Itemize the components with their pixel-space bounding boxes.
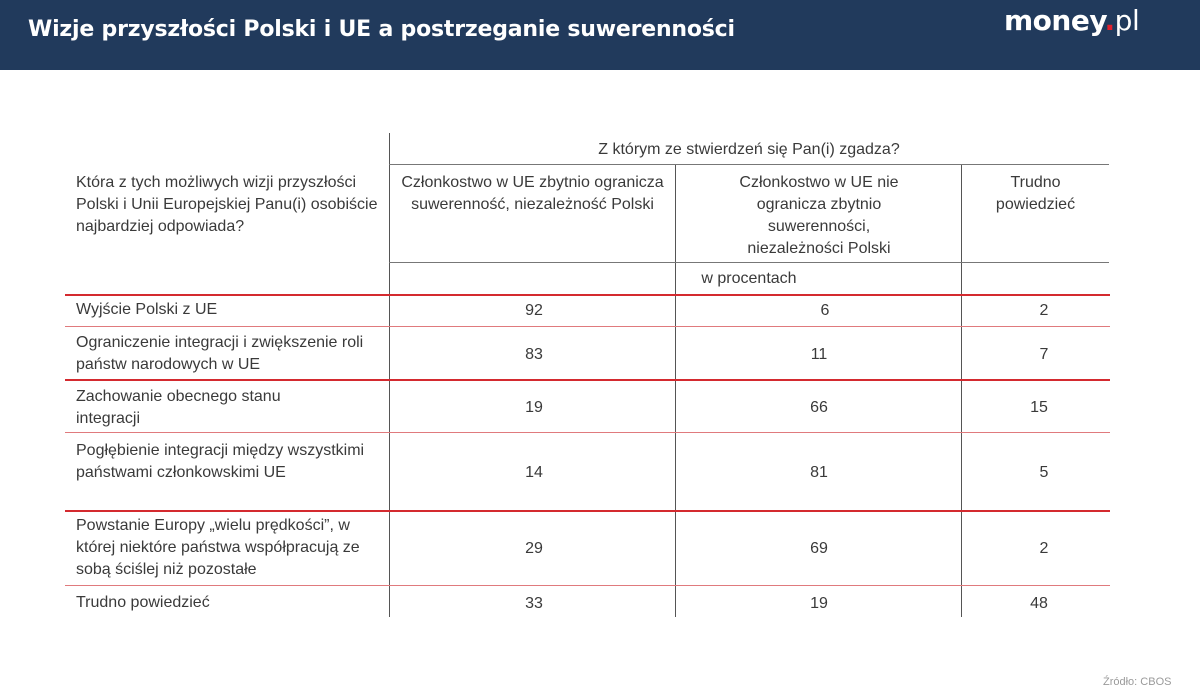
row-label: Ograniczenie integracji i zwiększenie roli państw narodowych w UE (76, 334, 364, 373)
row-label: Pogłębienie integracji między wszystkimi państwami członkowskimi UE (76, 442, 365, 481)
column-header-2: Członkostwo w UE nie ogranicza zbytnio suwerenności, niezależności Polski (739, 174, 899, 257)
table-cell: 14 (525, 464, 543, 481)
unit-label: w procentach (701, 270, 797, 287)
logo-tld: pl (1114, 4, 1140, 37)
table-cell: 81 (810, 464, 828, 481)
table-cell: 6 (820, 302, 830, 319)
divider-row-2 (65, 379, 1110, 381)
table-cell: 5 (1039, 464, 1049, 481)
logo-dot: . (1104, 4, 1115, 37)
divider-vertical-col2 (961, 164, 962, 617)
table-cell: 69 (810, 540, 828, 557)
source-note: Źródło: CBOS (1103, 676, 1172, 688)
divider-under-group-header (389, 164, 1109, 165)
table-cell: 2 (1039, 302, 1049, 319)
row-label: Powstanie Europy „wielu prędkości”, w której niektóre państwa współpracują ze sobą ściślej niż pozostałe (76, 517, 360, 578)
table-cell: 11 (810, 346, 828, 363)
divider-under-column-headers (389, 262, 1109, 263)
table-cell: 15 (1030, 399, 1048, 416)
row-label: Wyjście Polski z UE (76, 301, 218, 318)
money-pl-logo (1004, 4, 1139, 37)
table-cell: 66 (810, 399, 828, 416)
table-cell: 29 (525, 540, 543, 557)
column-header-1: Członkostwo w UE zbytnio ogranicza suwerenność, niezależność Polski (401, 174, 664, 213)
table-cell: 83 (525, 346, 543, 363)
divider-row-3 (65, 432, 1110, 433)
divider-vertical-col1 (675, 164, 676, 617)
table-cell: 33 (525, 595, 543, 612)
divider-row-1 (65, 326, 1110, 327)
group-header: Z którym ze stwierdzeń się Pan(i) zgadza? (598, 141, 900, 158)
table-cell: 7 (1039, 346, 1049, 363)
divider-row-5 (65, 585, 1110, 586)
header-bar (0, 0, 1200, 70)
table-cell: 2 (1039, 540, 1049, 557)
table-cell: 19 (810, 595, 828, 612)
row-label: Trudno powiedzieć (76, 594, 210, 611)
row-label: Zachowanie obecnego stanu integracji (76, 388, 281, 427)
table-cell: 92 (525, 302, 543, 319)
table-cell: 48 (1030, 595, 1048, 612)
divider-row-4 (65, 510, 1110, 512)
page-title: Wizje przyszłości Polski i UE a postrzeganie suwerenności (28, 17, 735, 42)
divider-vertical-left (389, 133, 390, 617)
table-cell: 19 (525, 399, 543, 416)
row-header-question: Która z tych możliwych wizji przyszłości Polski i Unii Europejskiej Panu(i) osobiście najbardziej odpowiada? (76, 174, 378, 235)
logo-main: money (1004, 4, 1105, 37)
divider-header-bottom (65, 294, 1110, 296)
column-header-3: Trudno powiedzieć (995, 174, 1076, 213)
